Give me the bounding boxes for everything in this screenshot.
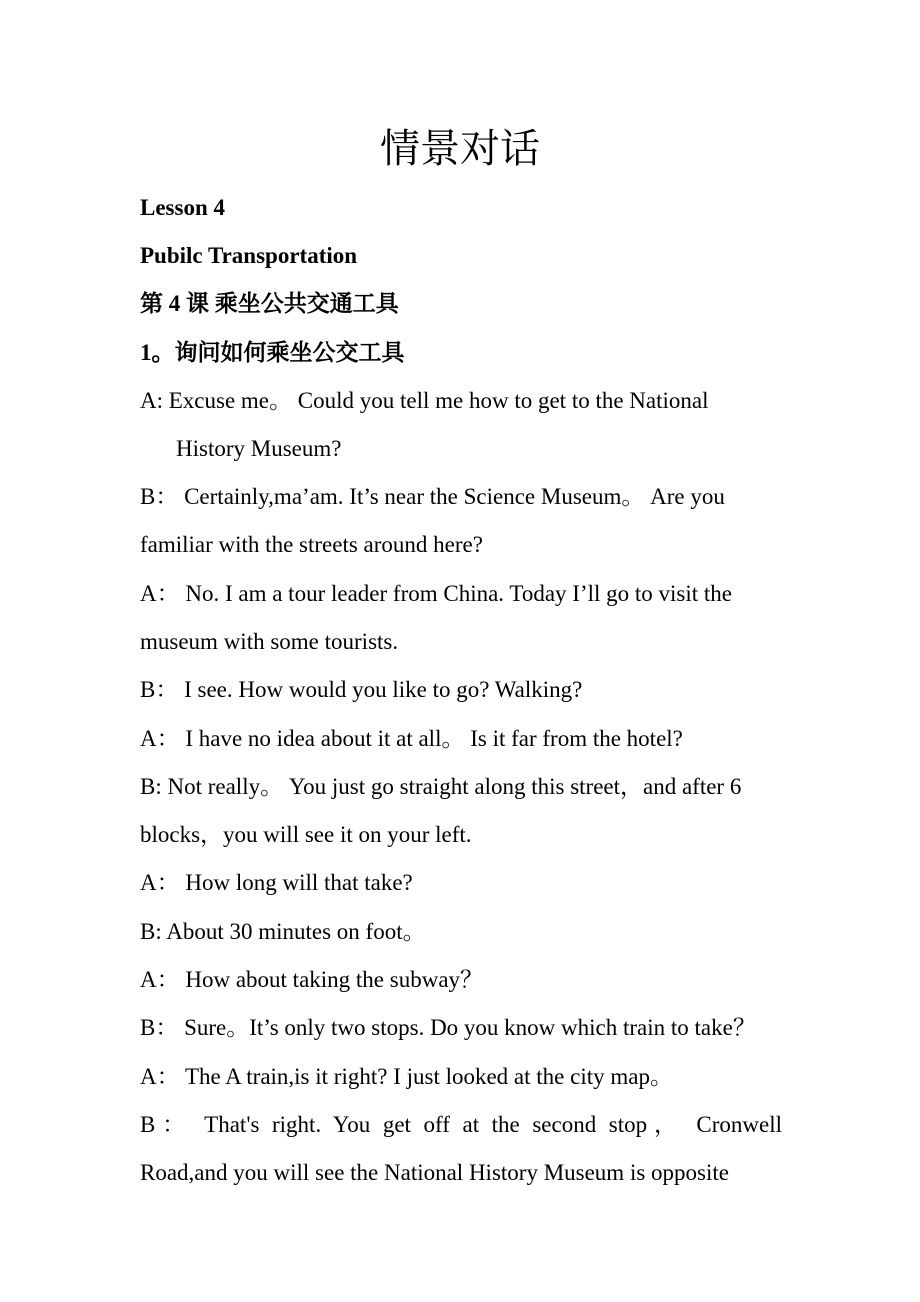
dialogue-line: A： How about taking the subway？ [140,967,484,992]
dialogue-line: History Museum? [176,436,342,461]
dialogue-line: museum with some tourists. [140,629,399,654]
dialogue-line: B： That's right. You get off at the second stop， Cronwell [140,1112,782,1137]
lesson-topic: Pubilc Transportation [140,243,358,268]
dialogue-line: B: About 30 minutes on foot。 [140,919,426,944]
dialogue-line: B： Certainly,ma’am. It’s near the Science Museum。 Are you [140,484,725,509]
dialogue-line: B： I see. How would you like to go? Walking? [140,677,583,702]
document-title: 情景对话 [380,126,540,171]
dialogue-line: A: Excuse me。 Could you tell me how to get to the National [140,388,709,413]
lesson-number: Lesson 4 [140,195,225,220]
section-heading: 1。询问如何乘坐公交工具 [140,340,405,365]
dialogue-line: Road,and you will see the National History Museum is opposite [140,1160,729,1185]
dialogue-line: A： I have no idea about it at all。 Is it far from the hotel? [140,726,683,751]
dialogue-line: blocks，you will see it on your left. [140,822,472,847]
dialogue-line: B: Not really。 You just go straight along this street，and after 6 [140,774,742,799]
lesson-title-cn: 第 4 课 乘坐公共交通工具 [140,291,399,316]
dialogue-line: B： Sure。It’s only two stops. Do you know which train to take？ [140,1015,756,1040]
dialogue-line: A： No. I am a tour leader from China. Today I’ll go to visit the [140,581,733,606]
dialogue-line: familiar with the streets around here? [140,532,483,557]
dialogue-line: A： How long will that take? [140,870,413,895]
dialogue-line: A： The A train,is it right? I just looked at the city map。 [140,1064,673,1089]
